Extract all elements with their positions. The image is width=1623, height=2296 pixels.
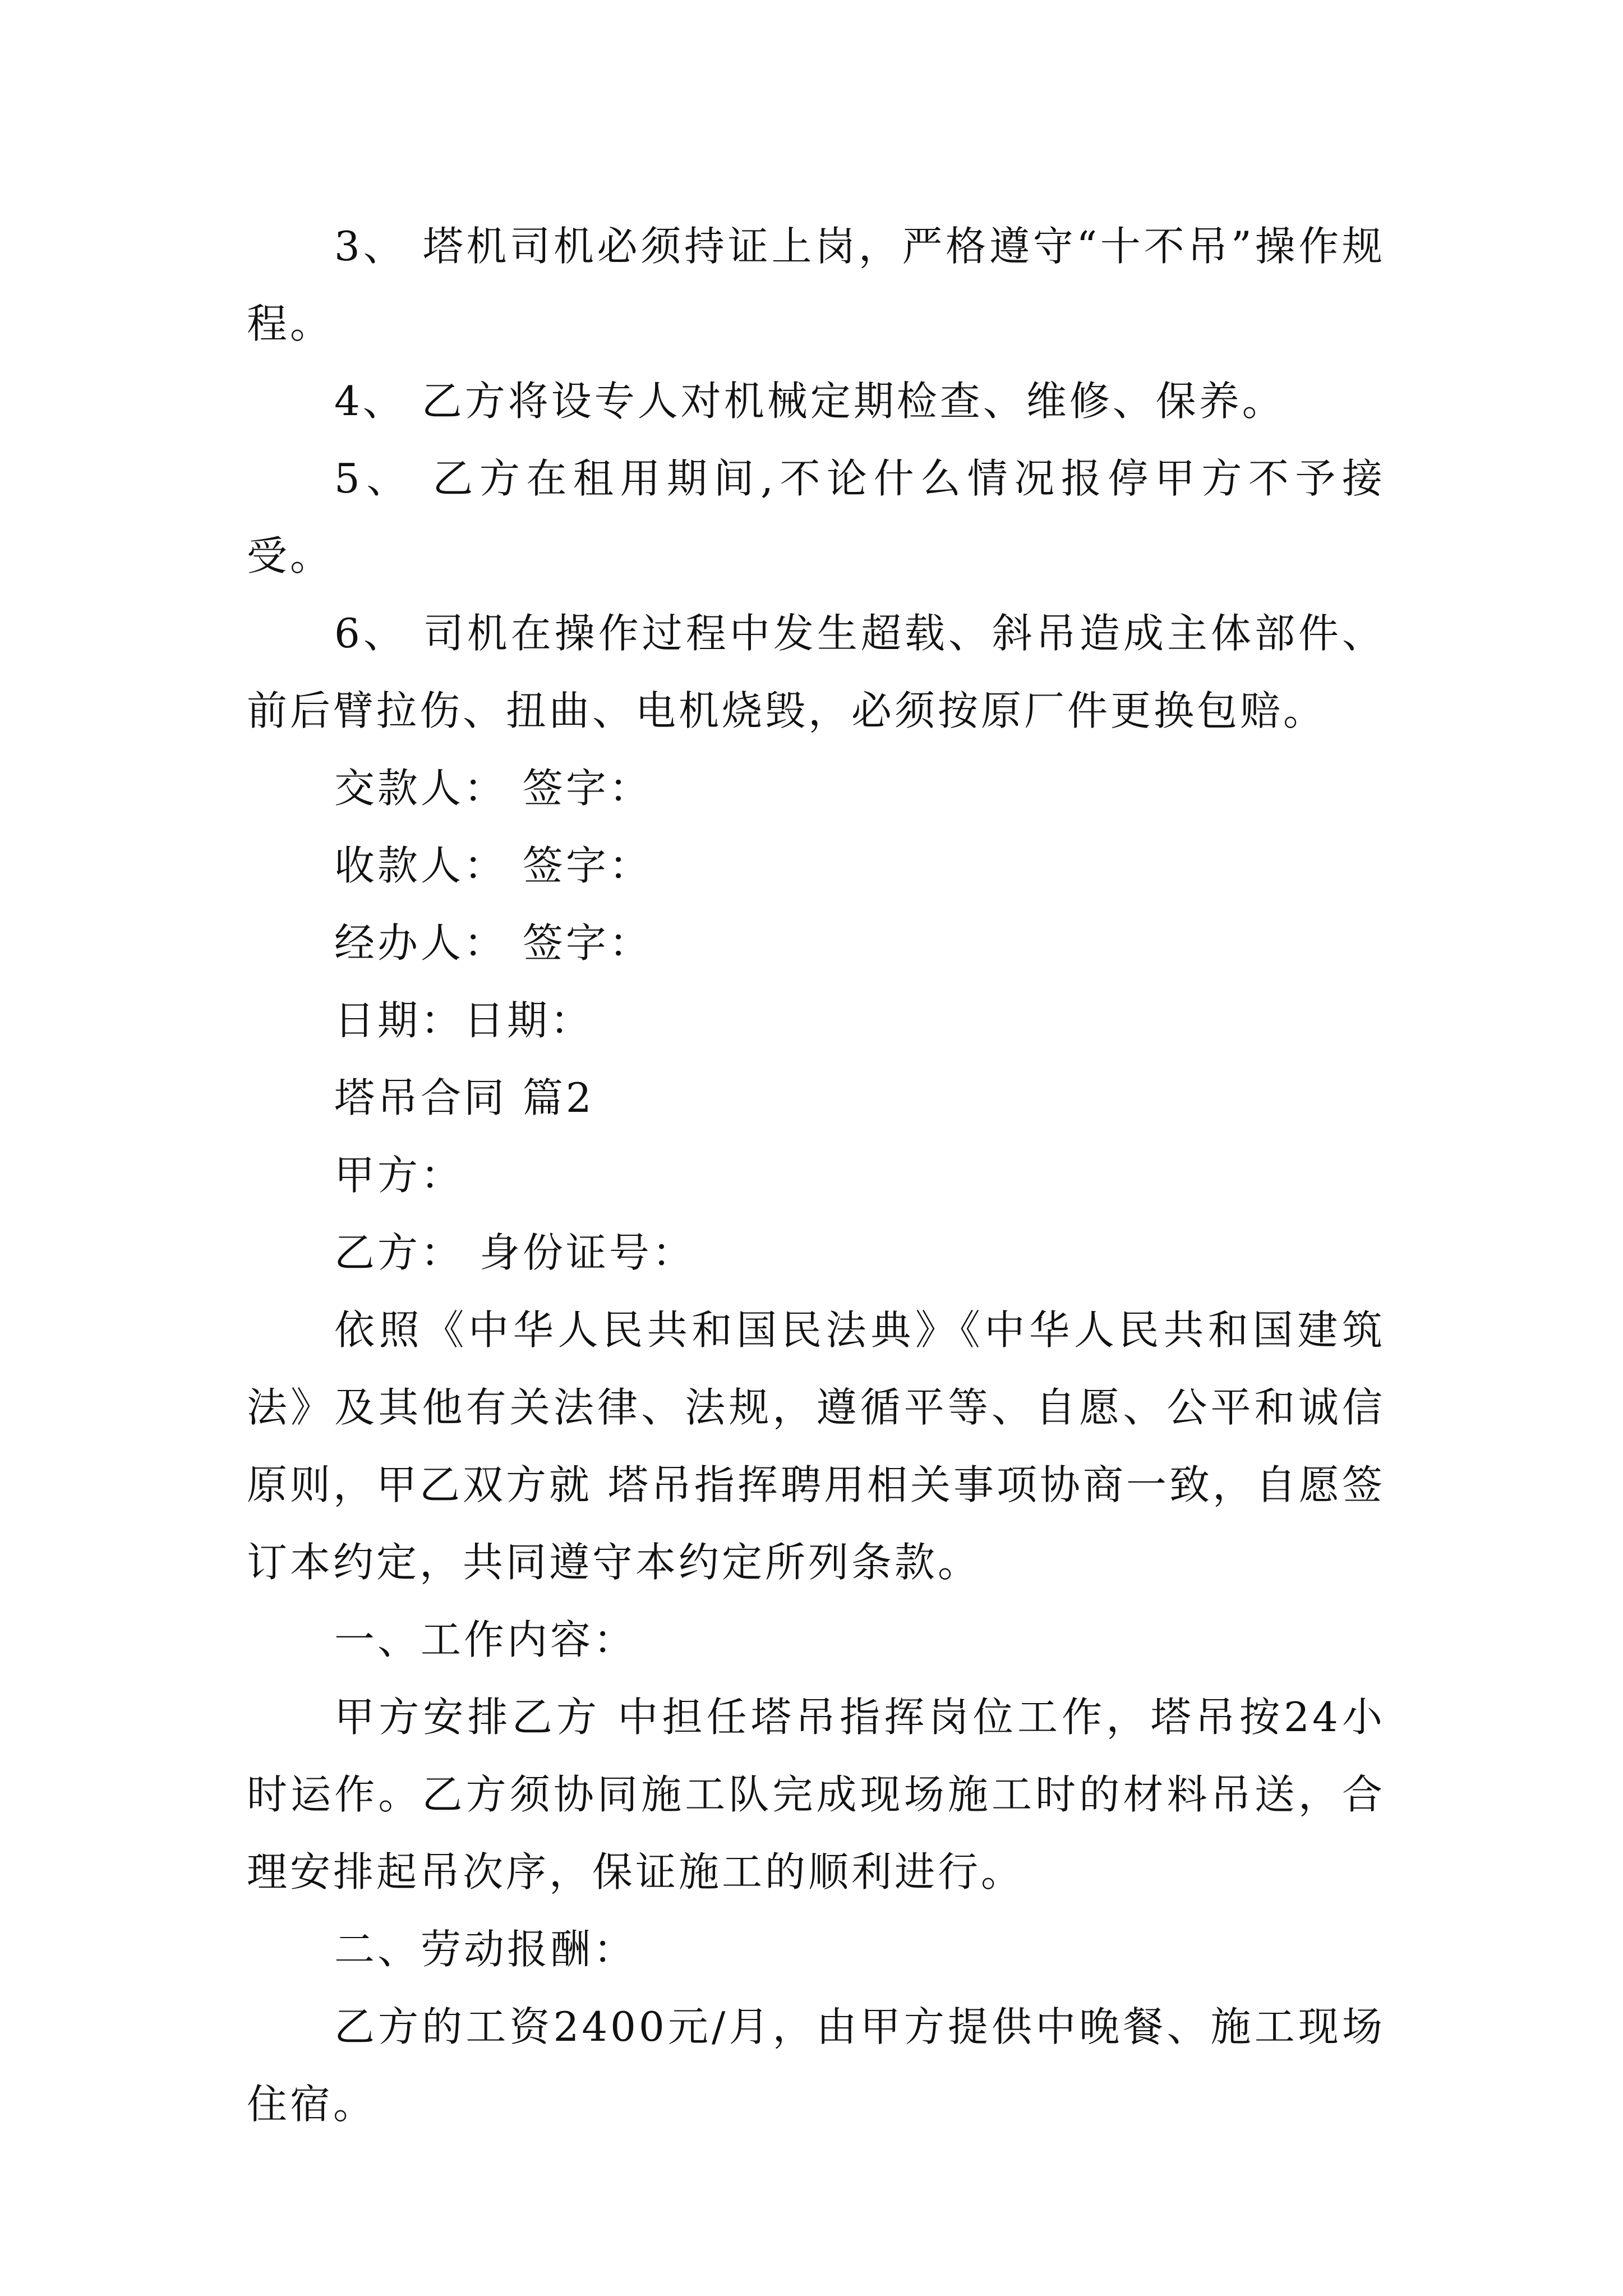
payee-signature-line: 收款人： 签字： [334, 842, 652, 889]
work-content-paragraph: 甲方安排乙方 中担任塔吊指挥岗位工作，塔吊按24小时运作。乙方须协同施工队完成现场施工时的材料吊送，合理安排起吊次序，保证施工的顺利进行。 [247, 1694, 1385, 1895]
party-b-line: 乙方： 身份证号： [334, 1229, 695, 1276]
section-title: 塔吊合同 篇2 [334, 1074, 594, 1121]
clause-5: 5、 乙方在租用期间,不论什么情况报停甲方不予接受。 [247, 455, 1385, 579]
clause-4: 4、 乙方将设专人对机械定期检查、维修、保养。 [334, 378, 1285, 425]
preamble-paragraph: 依照《中华人民共和国民法典》《中华人民共和国建筑法》及其他有关法律、法规，遵循平等、自愿、公平和诚信原则，甲乙双方就 塔吊指挥聘用相关事项协商一致，自愿签订本约定，共同遵守本约定所列条款。 [247, 1306, 1385, 1586]
party-a-line: 甲方： [334, 1152, 464, 1199]
heading-remuneration: 二、劳动报酬： [334, 1926, 637, 1973]
clause-6: 6、 司机在操作过程中发生超载、斜吊造成主体部件、前后臂拉伤、扭曲、电机烧毁，必须按原厂件更换包赔。 [247, 610, 1385, 734]
heading-work-content: 一、工作内容： [334, 1616, 637, 1663]
remuneration-paragraph: 乙方的工资2400元/月，由甲方提供中晚餐、施工现场住宿。 [247, 2003, 1385, 2128]
payer-signature-line: 交款人： 签字： [334, 765, 652, 812]
document-body [247, 208, 1385, 2143]
date-line: 日期：日期： [334, 997, 594, 1044]
handler-signature-line: 经办人： 签字： [334, 919, 652, 967]
clause-3: 3、 塔机司机必须持证上岗，严格遵守“十不吊”操作规程。 [247, 223, 1385, 347]
